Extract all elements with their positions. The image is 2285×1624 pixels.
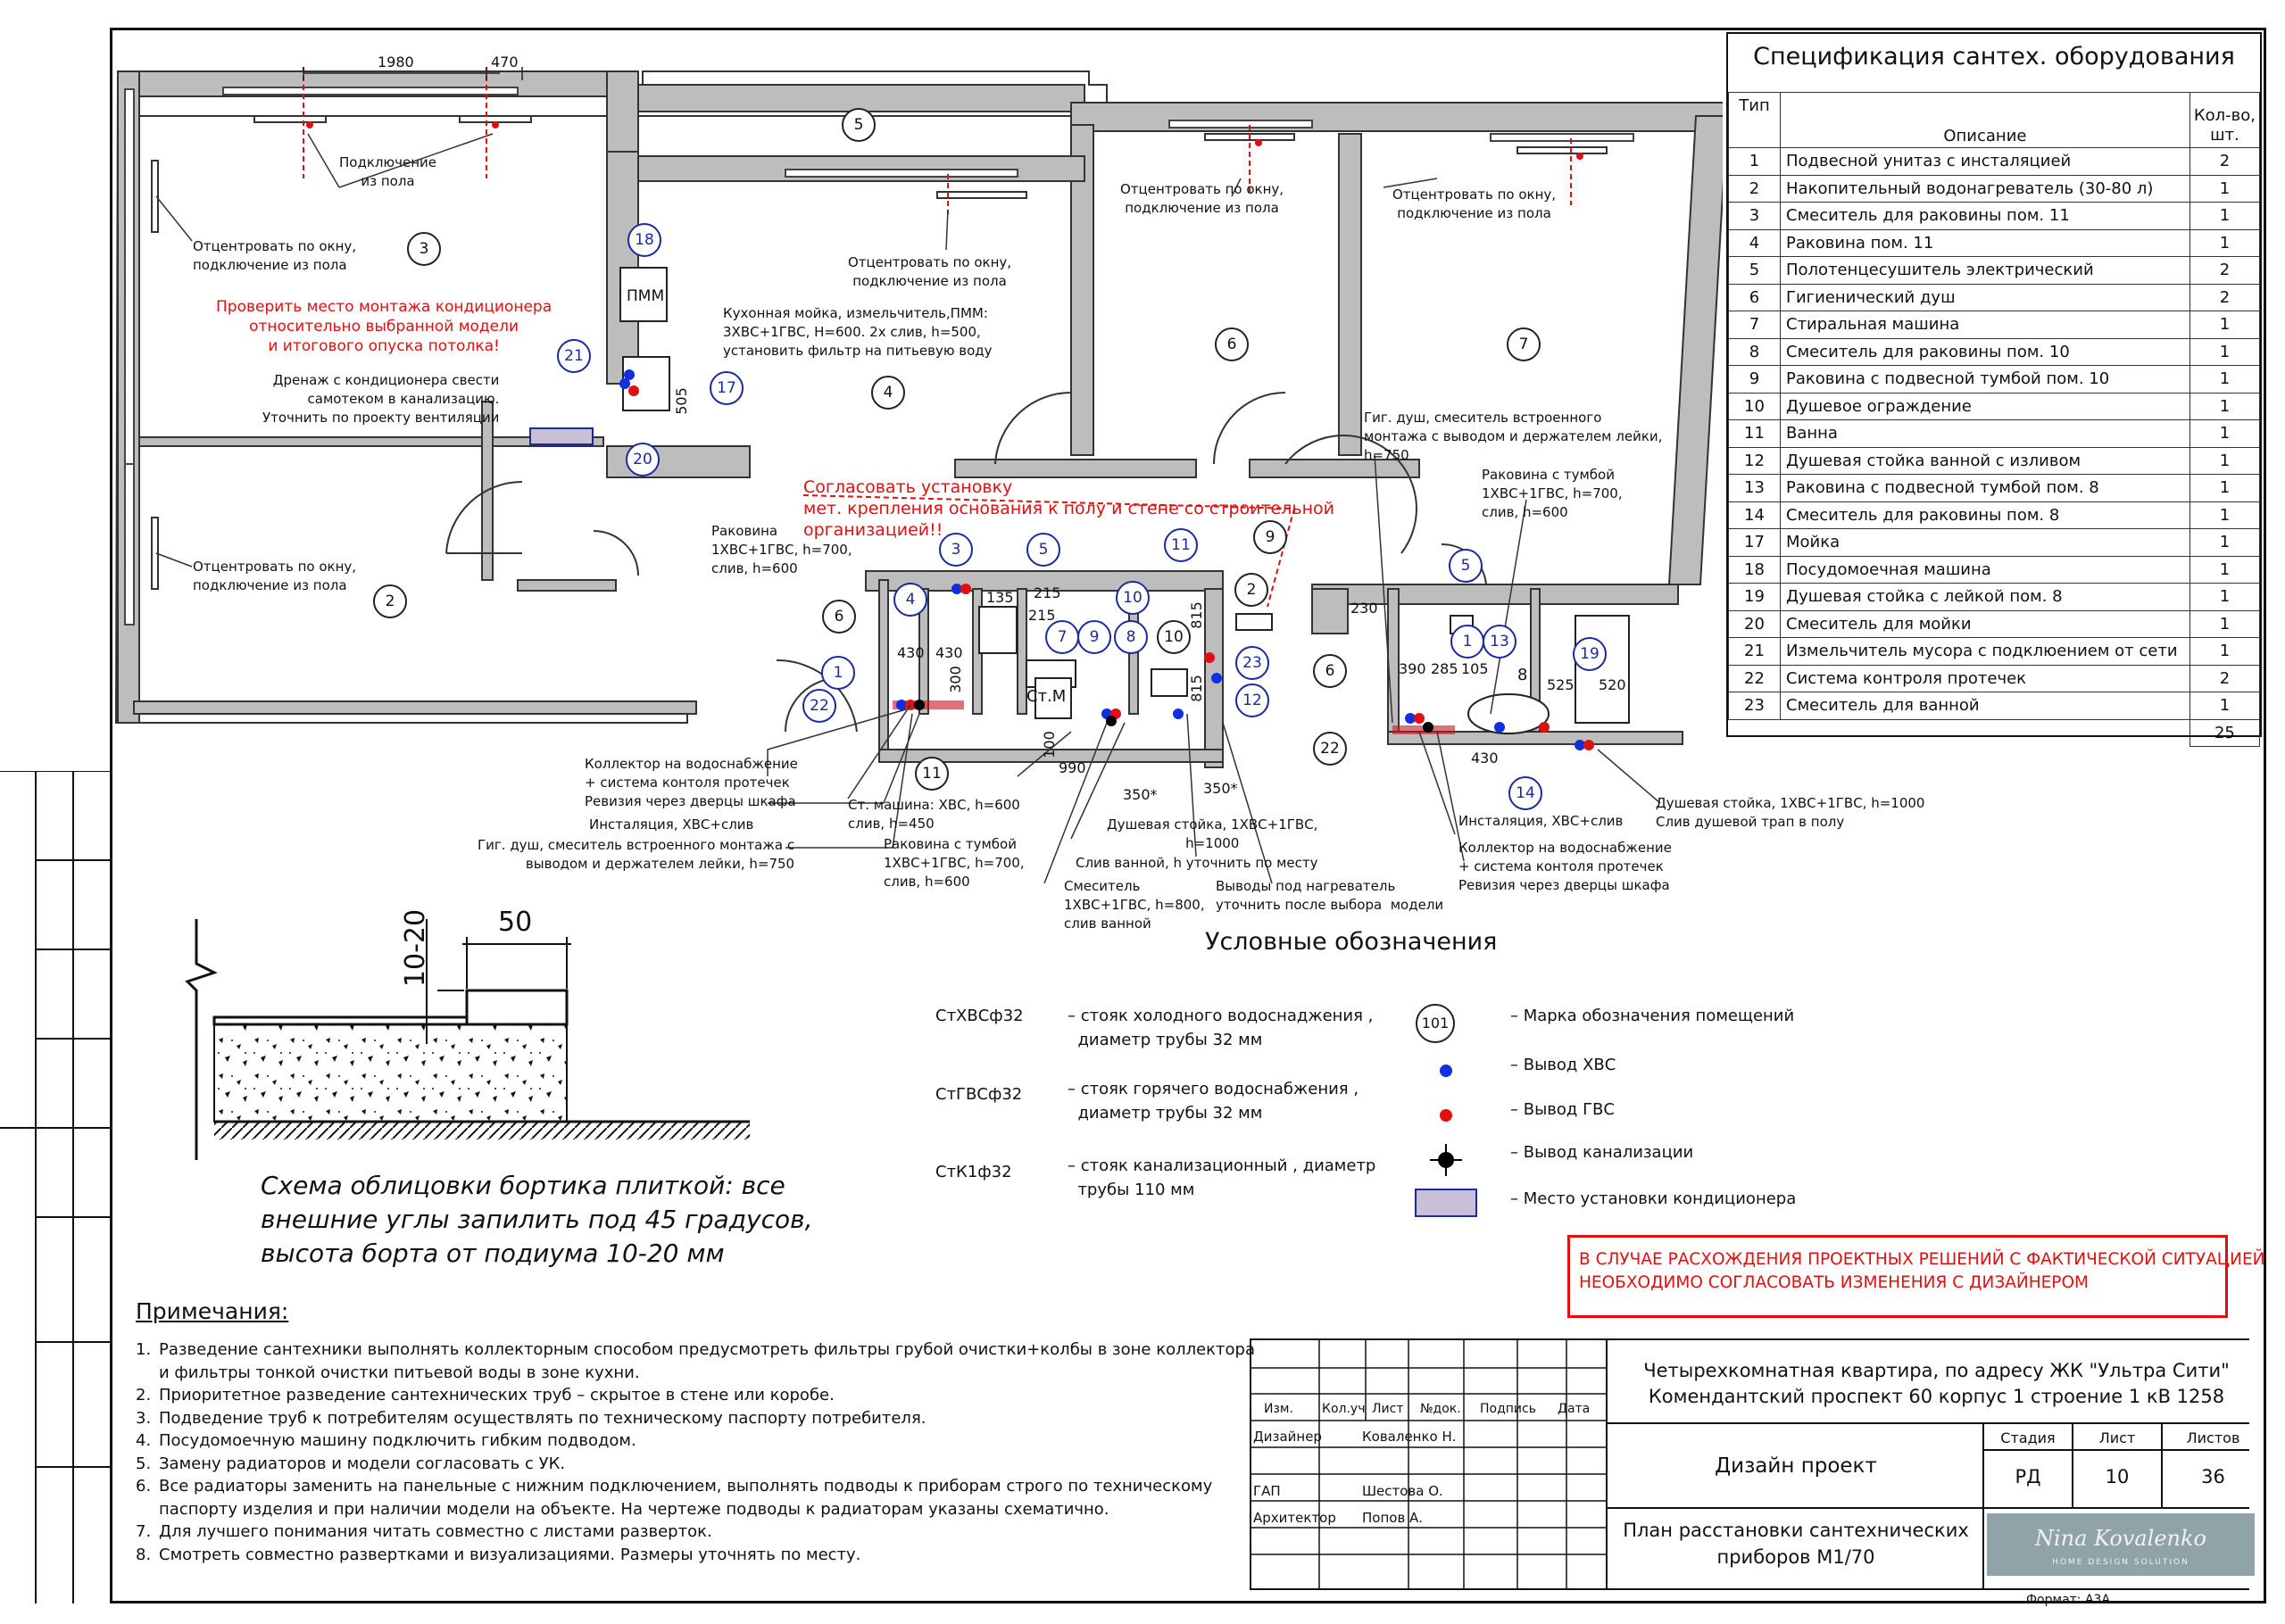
spec-cell-q: 1 [2189,175,2259,203]
spec-cell-q: 1 [2189,692,2259,720]
spec-row [1729,420,2260,448]
dim: 390 [1399,660,1426,677]
room-tag: 6 [1215,327,1249,361]
dim: 505 [672,387,690,415]
legend-text: – стояк горячего водоснабжения , диаметр трубы 32 мм [1068,1080,1359,1123]
spec-row [1729,529,2260,557]
legend-symbol-text: – Марка обозначения помещений [1510,1007,1795,1025]
legend-code: СтГВСф32 [935,1085,1023,1104]
fixture-marker: 23 [1235,646,1269,680]
spec-row [1729,148,2260,176]
spec-cell-d: Мойка [1781,529,2190,557]
note-number: 6. [136,1477,152,1496]
tb-name: Шестова О. [1362,1483,1443,1499]
spec-cell-d: Посудомоечная машина [1781,556,2190,584]
spec-cell-q: 2 [2189,148,2259,176]
dim: 430 [1471,750,1499,766]
dim: 525 [1547,676,1575,693]
note-number: 1. [136,1340,152,1359]
note-item [136,1544,1242,1567]
fixture-marker: 7 [1045,620,1079,654]
shower-rack-note: Душевая стойка, 1ХВС+1ГВС, h=1000 [1107,816,1318,851]
legend-symbol-text: – Вывод канализации [1510,1143,1694,1162]
note-text: Приоритетное разведение сантехнических труб – скрытое в стене или коробе. [159,1386,835,1404]
brand-sub: HOME DESIGN SOLUTION [2052,1558,2189,1567]
note-text: Разведение сантехники выполнять коллекторным способом предусмотреть фильтры грубой очистки+колбы в зоне коллектора и фильтры тонкой очистки питьевой воды в зоне кухни. [159,1340,1255,1382]
spec-cell-d: Ванна [1781,420,2190,448]
tb-role: Архитектор [1253,1510,1336,1526]
heater-note: Выводы под нагреватель уточнить после выбора модели [1216,878,1444,913]
spec-cell-q: 1 [2189,529,2259,557]
spec-row [1729,475,2260,502]
tb-col-header: Лист [1372,1402,1404,1416]
dim: 990 [1059,759,1086,776]
dim: 285 [1431,660,1458,677]
dim: 1980 [378,54,414,70]
room-tag: 4 [871,376,905,410]
spec-row [1729,229,2260,257]
brand-name: Nina Kovalenko [2035,1526,2206,1551]
sink-note: Раковина с тумбой 1ХВС+1ГВС, h=700, слив, h=600 [1482,467,1623,520]
spec-cell-d: Накопительный водонагреватель (30-80 л) [1781,175,2190,203]
notes-list [136,1338,1255,1566]
spec-row [1729,311,2260,339]
tile-scheme-caption: Схема облицовки бортика плиткой: все внешние углы запилить под 45 градусов, высота борта от подиума 10-20 мм [261,1171,813,1268]
spec-row [1729,584,2260,611]
fixture-marker: 18 [627,223,661,257]
spec-cell-d: Смеситель для раковины пом. 11 [1781,203,2190,230]
sink-note: Раковина с тумбой 1ХВС+1ГВС, h=700, слив, h=600 [884,836,1025,890]
bath-drain-note: Слив ванной, h уточнить по месту [1076,855,1318,871]
agree-fixings-note: Согласовать установку мет. крепления основания к полу и стене со строительной организацией!! [803,477,1334,540]
note-number: 3. [136,1408,152,1428]
shower-note: Душевая стойка, 1ХВС+1ГВС, h=1000 Слив душевой трап в полу [1656,795,1925,830]
hyg-shower-note: Гиг. душ, смеситель встроенного монтажа с выводом и держателем лейки, h=750 [1364,410,1663,463]
spec-cell-n: 3 [1729,203,1781,230]
note-item [136,1453,1242,1476]
dim: 230 [1350,600,1378,617]
spec-cell-d: Раковина с подвесной тумбой пом. 8 [1781,475,2190,502]
tb-col-header: Дата [1558,1402,1591,1416]
spec-cell-n: 20 [1729,610,1781,638]
spec-row [1729,501,2260,529]
notes-title: Примечания: [136,1298,289,1324]
note-text: Смотреть совместно развертками и визуализациями. Размеры уточнять по месту. [159,1545,861,1564]
spec-cell-q: 1 [2189,203,2259,230]
tile-scheme [179,892,821,1303]
legend-text: – стояк канализационный , диаметр трубы 110 мм [1068,1156,1376,1199]
collector-note: Коллектор на водоснабжение + система контоля протечек Ревизия через дверцы шкафа [585,756,798,809]
tb-sheet-title: План расстановки сантехнических приборов М1/70 [1623,1520,1969,1568]
ac-place-swatch [1415,1189,1477,1217]
spec-cell-q: 1 [2189,447,2259,475]
fixture-marker: 12 [1235,684,1269,717]
tb-col-header: Изм. [1264,1402,1293,1416]
fixture-marker: 22 [1313,732,1347,766]
spec-cell-d: Измельчитель мусора с подклюением от сети [1781,638,2190,666]
spec-cell-n: 9 [1729,366,1781,394]
spec-cell-q: 2 [2189,665,2259,692]
room-tag: 9 [1253,520,1287,554]
fixture-marker: 11 [915,757,949,791]
note-item [136,1384,1242,1407]
spec-cell-d: Смеситель для раковины пом. 10 [1781,338,2190,366]
room-tag: 2 [373,584,407,618]
spec-cell-n: 11 [1729,420,1781,448]
tb-project: Четырехкомнатная квартира, по адресу ЖК "Ультра Сити" Комендантский проспект 60 корпус 1 строение 1 кВ 1258 [1643,1360,2230,1407]
col-header: Тип [1729,93,1781,148]
legend-title: Условные обозначения [1205,928,1498,956]
center-window-note: Отцентровать по окну, подключение из пола [193,559,357,593]
spec-cell-q: 1 [2189,338,2259,366]
legend-code: СтХВСф32 [935,1007,1024,1025]
fixture-marker: 10 [1157,620,1191,654]
tb-role: ГАП [1253,1483,1281,1499]
fixture-marker: 8 [1114,620,1148,654]
center-window-note: Отцентровать по окну, подключение из пола [1120,181,1284,216]
legend-symbol-text: – Вывод ХВС [1510,1056,1616,1074]
spec-cell-q: 1 [2189,556,2259,584]
tb-sheets: 36 [2201,1466,2225,1487]
col-header: Описание [1781,93,2190,148]
tb-doc-type: Дизайн проект [1715,1454,1877,1478]
installation-note: Инсталяция, ХВС+слив [589,816,754,833]
spec-cell-q: 1 [2189,393,2259,420]
fixture-marker: 20 [626,443,660,476]
note-item [136,1338,1255,1384]
dim: 135 [986,589,1014,606]
spec-cell-q: 1 [2189,366,2259,394]
tb-stage: РД [2015,1466,2041,1487]
dim: 350* [1203,780,1238,797]
spec-cell-n: 23 [1729,692,1781,720]
spec-row [1729,284,2260,311]
spec-cell-d: Смеситель для ванной [1781,692,2190,720]
fixture-marker: 17 [710,371,744,405]
note-item [136,1407,1242,1430]
tb-name: Попов А. [1362,1510,1424,1526]
room-tag: 7 [1507,327,1541,361]
tb-role: Дизайнер [1253,1429,1322,1445]
washer-note: Ст. машина: ХВС, h=600 слив, h=450 [848,797,1020,832]
spec-cell-n: 5 [1729,257,1781,285]
spec-cell-n: 22 [1729,665,1781,692]
dishwasher-label: ПММ [627,287,665,305]
dim: 215 [1028,607,1056,624]
note-number: 5. [136,1454,152,1473]
tb-col-header: Подпись [1480,1402,1536,1416]
dim: 430 [897,644,925,661]
spec-cell-q: 2 [2189,257,2259,285]
sewer-dot [1438,1152,1454,1168]
spec-cell-q: 1 [2189,638,2259,666]
floor-conn-note: Подключение из пола [339,154,436,189]
fixture-marker: 10 [1116,581,1150,615]
dim: 300 [946,666,964,693]
spec-row [1729,257,2260,285]
fixture-marker: 22 [802,689,836,723]
note-text: Замену радиаторов и модели согласовать с УК. [159,1454,566,1473]
fixture-marker: 6 [822,600,856,634]
fixture-marker: 1 [1450,625,1484,659]
dim: 350* [1123,786,1158,803]
spec-row [1729,638,2260,666]
kitchen-note: Кухонная мойка, измельчитель,ПММ: 3ХВС+1ГВС, Н=600. 2х слив, h=500, установить фильтр на питьевую воду [723,305,993,359]
tb-name: Коваленко Н. [1362,1429,1457,1445]
tb-sheet: 10 [2105,1466,2130,1487]
dim: 100 [1040,731,1058,758]
note-number: 2. [136,1386,152,1404]
fixture-marker: 4 [893,583,927,617]
tb-sheets-label: Листов [2186,1429,2240,1446]
fixture-marker: 11 [1164,528,1198,562]
format-label: Формат: А3А [2026,1593,2111,1607]
center-window-note: Отцентровать по окну, подключение из пола [848,254,1012,289]
note-item [136,1429,1242,1453]
spec-cell-d: Душевое ограждение [1781,393,2190,420]
spec-cell-q: 1 [2189,229,2259,257]
spec-cell-q: 1 [2189,311,2259,339]
spec-row [1729,610,2260,638]
note-number: 7. [136,1522,152,1541]
tb-col-header: №док. [1420,1402,1461,1416]
center-window-note: Отцентровать по окну, подключение из пола [193,238,357,273]
spec-row [1729,175,2260,203]
spec-row [1729,447,2260,475]
cold-water-dot [1440,1065,1452,1077]
mixer-note: Смеситель 1ХВС+1ГВС, h=800, слив ванной [1064,878,1205,932]
spec-cell-d: Раковина пом. 11 [1781,229,2190,257]
spec-row [1729,366,2260,394]
spec-cell-q: 1 [2189,610,2259,638]
fixture-marker: 5 [1449,549,1483,583]
dim: 430 [935,644,963,661]
fixture-marker: 5 [1026,533,1060,567]
fixture-marker: 13 [1483,625,1516,659]
warning-box: В СЛУЧАЕ РАСХОЖДЕНИЯ ПРОЕКТНЫХ РЕШЕНИЙ С ФАКТИЧЕСКОЙ СИТУАЦИЕЙ НЕОБХОДИМО СОГЛАСОВАТЬ ИЗМЕНЕНИЯ С ДИЗАЙНЕРОМ [1567,1235,2228,1318]
fixture-marker: 1 [821,656,855,690]
spec-row [1729,692,2260,720]
tile-dim-vertical: 10-20 [400,908,432,988]
dim: 815 [1187,601,1205,629]
spec-cell-d: Гигиенический душ [1781,284,2190,311]
spec-cell-n: 6 [1729,284,1781,311]
tb-col-header: Кол.уч [1322,1402,1366,1416]
tb-stage-label: Стадия [2000,1429,2056,1446]
spec-cell-q: 2 [2189,284,2259,311]
note-item [136,1520,1242,1544]
center-window-note: Отцентровать по окну, подключение из пола [1392,186,1557,221]
spec-cell-d: Полотенцесушитель электрический [1781,257,2190,285]
spec-cell-n: 18 [1729,556,1781,584]
room-tag: 3 [407,232,441,266]
fixture-marker: 6 [1313,654,1347,688]
drain-note: Дренаж с кондиционера свести самотеком в канализацию. Уточнить по проекту вентиляции [262,372,500,426]
tile-dim-horizontal: 50 [498,907,533,938]
spec-cell-d: Раковина с подвесной тумбой пом. 10 [1781,366,2190,394]
fixture-marker: 21 [557,339,591,373]
spec-table [1726,32,2262,742]
spec-cell-q: 1 [2189,501,2259,529]
washer-label: Ст.М [1026,687,1067,706]
check-ac-note: Проверить место монтажа кондиционера относительно выбранной модели и итогового опуска потолка! [216,298,553,355]
spec-row [1729,665,2260,692]
spec-title: Спецификация сантех. оборудования [1753,43,2235,70]
spec-cell-n: 17 [1729,529,1781,557]
spec-cell-n: 4 [1729,229,1781,257]
legend-room-tag: 101 [1416,1004,1455,1043]
spec-cell-n: 21 [1729,638,1781,666]
dim: 215 [1034,584,1061,601]
collector-note: Коллектор на водоснабжение + система контоля протечек Ревизия через дверцы шкафа [1458,840,1672,893]
spec-cell-d: Смеситель для раковины пом. 8 [1781,501,2190,529]
spec-cell-n: 8 [1729,338,1781,366]
spec-cell-q: 1 [2189,475,2259,502]
fixture-marker: 2 [1234,573,1268,607]
fixture-marker: 8 [1517,666,1528,684]
col-header: Кол-во, шт. [2189,93,2259,148]
fixture-marker: 3 [939,533,973,567]
spec-cell-q: 1 [2189,420,2259,448]
spec-total: 25 [2189,719,2259,747]
tb-sheet-label: Лист [2098,1429,2136,1446]
spec-row [1729,556,2260,584]
spec-cell-n: 19 [1729,584,1781,611]
fixture-marker: 19 [1573,637,1607,671]
spec-total-row [1729,719,2260,747]
spec-grid [1728,92,2260,747]
dim: 470 [491,54,519,70]
note-text: Подведение труб к потребителям осуществлять по техническому паспорту потребителя. [159,1408,926,1428]
spec-cell-d: Смеситель для мойки [1781,610,2190,638]
note-number: 8. [136,1545,152,1564]
spec-cell-n: 10 [1729,393,1781,420]
brand-watermark [1987,1513,2255,1576]
legend-text: – стояк холодного водоснаджения , диаметр трубы 32 мм [1068,1007,1374,1049]
spec-cell-d: Душевая стойка ванной с изливом [1781,447,2190,475]
dim: 105 [1461,660,1489,677]
spec-cell-n: 12 [1729,447,1781,475]
room-tag: 5 [842,108,876,142]
spec-cell-n: 2 [1729,175,1781,203]
spec-cell-n: 7 [1729,311,1781,339]
spec-cell-q: 1 [2189,584,2259,611]
spec-cell-n: 14 [1729,501,1781,529]
legend-code: СтК1ф32 [935,1163,1012,1181]
note-number: 4. [136,1431,152,1450]
hot-water-dot [1440,1109,1452,1122]
legend-symbol-text: – Место установки кондиционера [1510,1189,1797,1208]
legend-symbol-text: – Вывод ГВС [1510,1100,1615,1119]
spec-cell-d: Стиральная машина [1781,311,2190,339]
dim: 520 [1599,676,1626,693]
spec-row [1729,393,2260,420]
note-text: Посудомоечную машину подключить гибким подводом. [159,1431,636,1450]
fixture-marker: 9 [1077,620,1111,654]
installation-note: Инсталяция, ХВС+слив [1458,813,1624,829]
sink-note: Раковина 1ХВС+1ГВС, h=700, слив, h=600 [711,523,852,576]
hyg-shower-note: Гиг. душ, смеситель встроенного монтажа с выводом и держателем лейки, h=750 [478,837,795,872]
spec-cell-d: Душевая стойка с лейкой пом. 8 [1781,584,2190,611]
fixture-marker: 14 [1508,776,1542,810]
spec-row [1729,338,2260,366]
dim: 815 [1187,675,1205,702]
note-text: Все радиаторы заменить на панельные с нижним подключением, выполнять подводы к приборам строго по техническому паспорту изделия и при наличии модели на объекте. На чертеже подводы к радиаторам указаны схематично. [159,1477,1213,1519]
note-item [136,1475,1242,1520]
spec-cell-d: Система контроля протечек [1781,665,2190,692]
spec-row [1729,203,2260,230]
spec-cell-n: 13 [1729,475,1781,502]
spec-cell-d: Подвесной унитаз с инсталяцией [1781,148,2190,176]
note-text: Для лучшего понимания читать совместно с листами разверток. [159,1522,712,1541]
spec-cell-n: 1 [1729,148,1781,176]
